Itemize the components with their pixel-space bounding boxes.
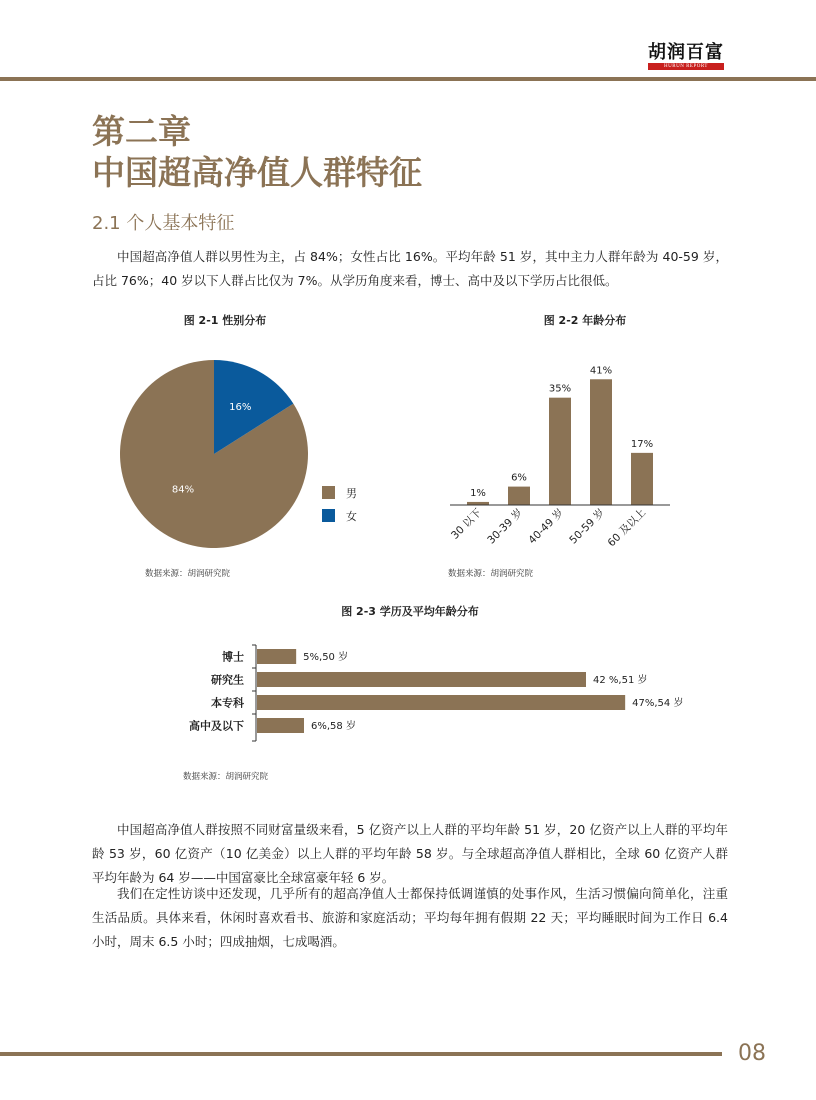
section-heading: 2.1 个人基本特征 xyxy=(92,213,235,234)
wealth-age-paragraph: 中国超高净值人群按照不同财富量级来看，5 亿资产以上人群的平均年龄 51 岁，20 亿资产以上人群的平均年龄 53 岁，60 亿资产（10 亿美金）以上人群的平均年龄 58 岁。与全球超高净值人群相比，全球 60 亿资产人群平均年龄为 64 岁——中国富豪比全球富豪年轻 6 岁。 xyxy=(92,822,728,885)
age-value-label-0: 1% xyxy=(470,487,486,499)
education-category-label-1: 研究生 xyxy=(211,673,244,687)
chapter-title: 中国超高净值人群特征 xyxy=(92,153,422,192)
pie-slices xyxy=(120,360,308,548)
age-category-label-0: 30 以下 xyxy=(448,506,485,542)
brand-logo xyxy=(646,44,726,70)
brand-name-en: HURUN REPORT xyxy=(648,63,724,70)
age-bars xyxy=(467,379,653,505)
legend-label-1: 女 xyxy=(346,510,357,523)
gender-pie-chart xyxy=(110,350,390,560)
age-value-label-3: 41% xyxy=(589,365,613,377)
top-divider xyxy=(0,77,816,81)
education-category-label-0: 博士 xyxy=(222,650,244,664)
education-bar-1 xyxy=(257,672,586,687)
fig2-source: 数据来源：胡润研究院 xyxy=(448,569,534,579)
education-category-label-3: 高中及以下 xyxy=(189,719,244,733)
education-bar-chart xyxy=(170,640,684,760)
age-category-label-1: 30-39 岁 xyxy=(485,506,526,547)
education-bar-3 xyxy=(257,718,304,733)
age-category-label-4: 60 及以上 xyxy=(605,506,649,550)
pie-value-label-female: 16% xyxy=(229,402,252,414)
legend-label-0: 男 xyxy=(346,487,357,500)
education-axis-ticks xyxy=(252,645,256,741)
education-value-labels xyxy=(303,650,683,732)
legend-swatch-1 xyxy=(322,509,335,522)
age-bar-4 xyxy=(631,453,653,505)
fig3-source: 数据来源：胡润研究院 xyxy=(183,772,269,782)
pie-value-label-male: 84% xyxy=(171,484,195,496)
education-category-labels xyxy=(189,650,245,733)
fig2-title: 图 2-2 年龄分布 xyxy=(543,314,627,327)
chapter-number: 第二章 xyxy=(92,112,191,151)
education-bar-2 xyxy=(257,695,625,710)
age-category-label-3: 50-59 岁 xyxy=(567,506,608,547)
page-number: 08 xyxy=(738,1041,766,1066)
brand-name-cn: 胡润百富 xyxy=(648,42,724,63)
age-bar-1 xyxy=(508,487,530,505)
age-category-labels xyxy=(449,506,648,550)
education-bar-0 xyxy=(257,649,296,664)
fig3-title: 图 2-3 学历及平均年龄分布 xyxy=(341,605,479,618)
age-bar-2 xyxy=(549,398,571,505)
age-bar-chart xyxy=(430,355,690,565)
intro-paragraph: 中国超高净值人群以男性为主，占 84%；女性占比 16%。平均年龄 51 岁，其中主力人群年龄为 40-59 岁，占比 76%；40 岁以下人群占比仅为 7%。从学历角度来看，博士、高中及以下学历占比很低。 xyxy=(92,249,728,288)
lifestyle-paragraph: 我们在定性访谈中还发现，几乎所有的超高净值人士都保持低调谨慎的处事作风，生活习惯偏向简单化，注重生活品质。具体来看，休闲时喜欢看书、旅游和家庭活动；平均每年拥有假期 22 天；平均睡眠时间为工作日 6.4 小时，周末 6.5 小时；四成抽烟，七成喝酒。 xyxy=(92,886,728,949)
age-value-label-1: 6% xyxy=(511,472,527,484)
age-value-label-4: 17% xyxy=(630,438,654,450)
legend-swatch-0 xyxy=(322,486,335,499)
fig1-source: 数据来源：胡润研究院 xyxy=(145,569,231,579)
pie-legend xyxy=(322,486,357,523)
age-value-label-2: 35% xyxy=(548,383,572,395)
age-bar-3 xyxy=(590,379,612,505)
education-value-label-0: 5%,50 岁 xyxy=(303,652,349,663)
education-value-label-2: 47%,54 岁 xyxy=(632,698,684,709)
education-value-label-3: 6%,58 岁 xyxy=(311,721,356,732)
education-category-label-2: 本专科 xyxy=(211,696,244,710)
bottom-divider xyxy=(0,1052,722,1056)
age-category-label-2: 40-49 岁 xyxy=(526,506,567,547)
education-value-label-1: 42 %,51 岁 xyxy=(593,675,648,686)
fig1-title: 图 2-1 性别分布 xyxy=(183,314,267,327)
